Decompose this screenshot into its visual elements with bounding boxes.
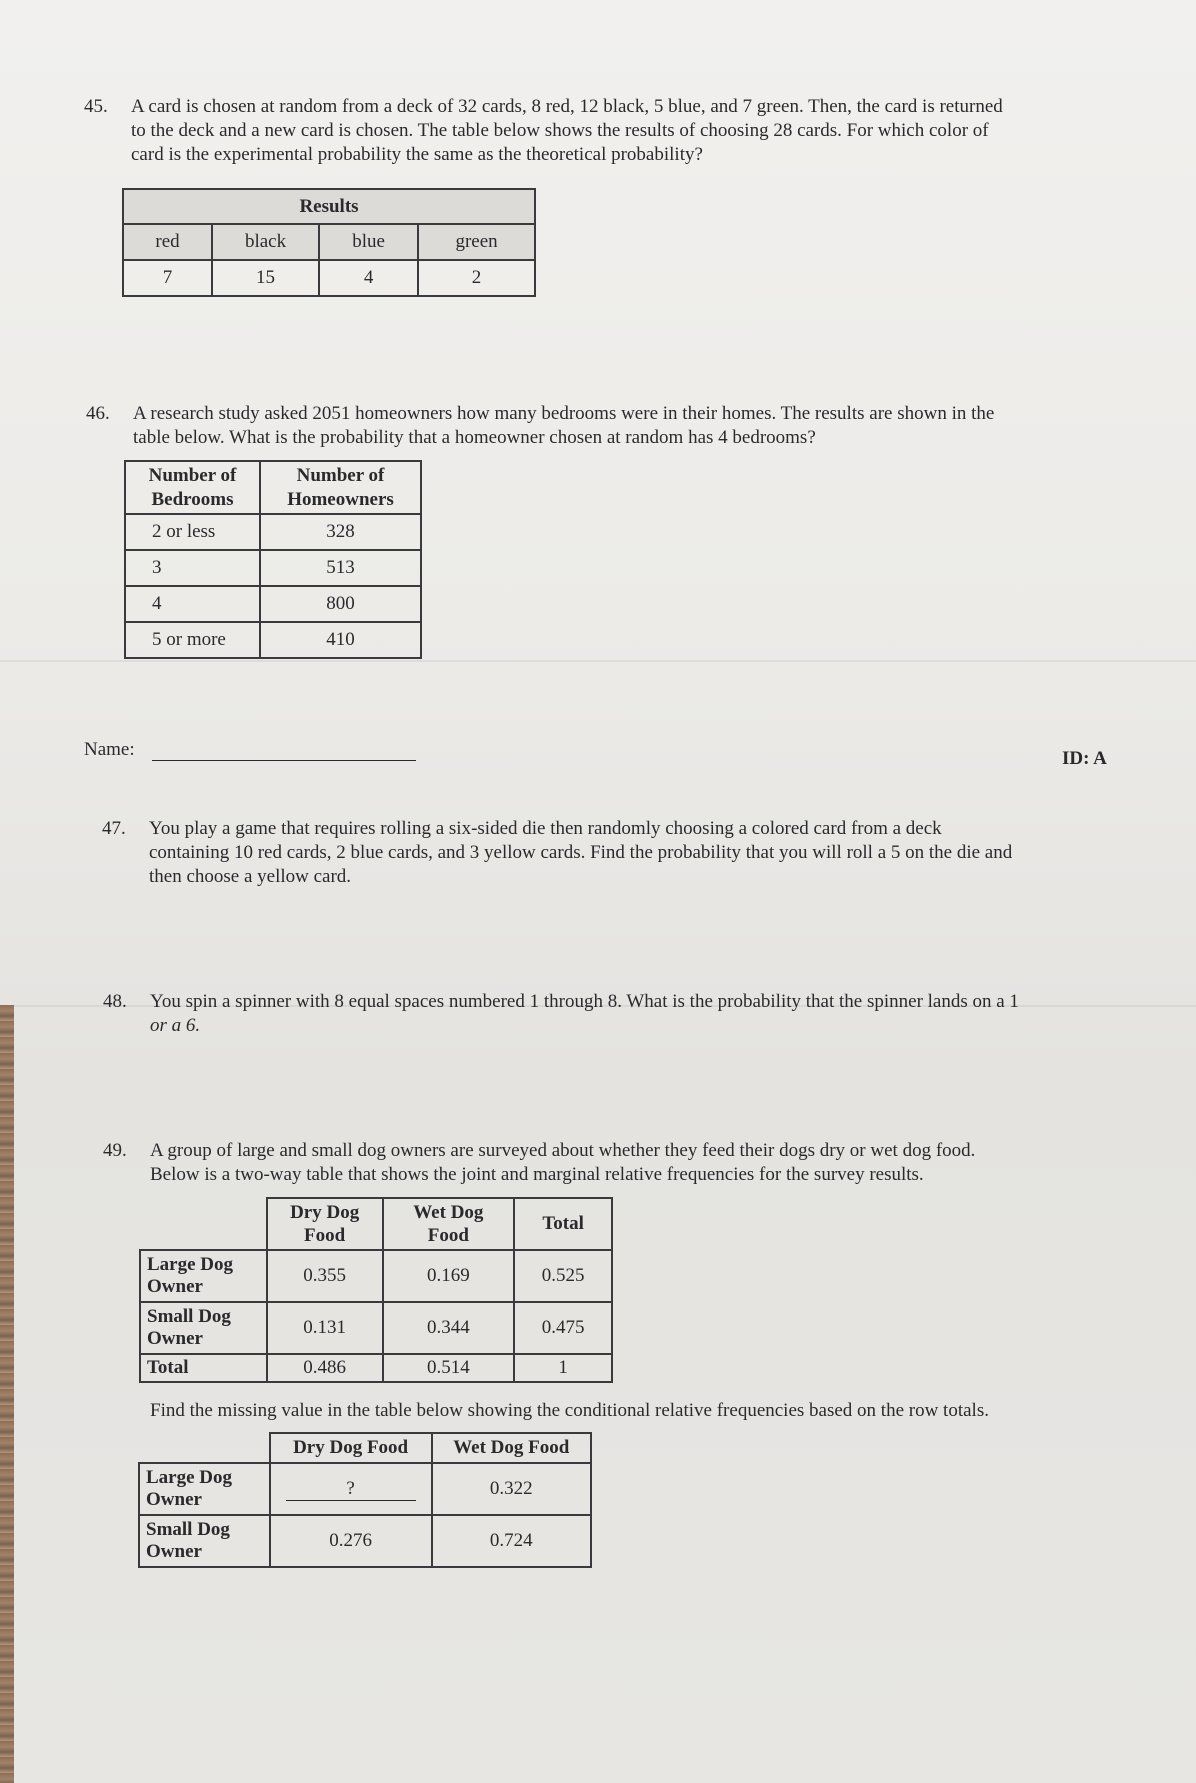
value-cell: 0.355	[267, 1250, 383, 1302]
id-label: ID: A	[1062, 748, 1107, 769]
value-cell: 0.475	[514, 1302, 612, 1354]
missing-value: ?	[286, 1478, 416, 1501]
table-edge	[0, 1005, 14, 1783]
value-black: 15	[212, 260, 319, 296]
question-text-line: You play a game that requires rolling a six-sided die then randomly choosing a colored card from a deck	[149, 818, 942, 839]
bedrooms-cell: 4	[125, 586, 260, 622]
header-dry: Dry Dog Food	[267, 1198, 383, 1250]
value-cell: 1	[514, 1354, 612, 1382]
results-table	[122, 188, 536, 297]
question-text-line: then choose a yellow card.	[149, 866, 352, 887]
empty-corner	[139, 1433, 270, 1463]
bedrooms-cell: 5 or more	[125, 622, 260, 658]
question-text-line: table below. What is the probability that a homeowner chosen at random has 4 bedrooms?	[133, 427, 816, 448]
row-label-large: Large Dog Owner	[139, 1463, 270, 1515]
header-dry: Dry Dog Food	[270, 1433, 432, 1463]
question-number: 47.	[102, 818, 126, 839]
value-cell: 0.276	[270, 1515, 432, 1567]
header-red: red	[123, 224, 212, 260]
value-cell: 0.169	[383, 1250, 515, 1302]
header-black: black	[212, 224, 319, 260]
row-label-small: Small Dog Owner	[140, 1302, 267, 1354]
header-green: green	[418, 224, 535, 260]
bedrooms-cell: 2 or less	[125, 514, 260, 550]
question-number: 49.	[103, 1140, 127, 1161]
value-blue: 4	[319, 260, 418, 296]
bedrooms-cell: 3	[125, 550, 260, 586]
question-number: 48.	[103, 991, 127, 1012]
header-total: Total	[514, 1198, 612, 1250]
question-text-line: A research study asked 2051 homeowners how many bedrooms were in their homes. The results are shown in the	[133, 403, 995, 424]
question-text-line: You spin a spinner with 8 equal spaces numbered 1 through 8. What is the probability that the spinner lands on a 1	[150, 991, 1019, 1012]
value-cell: 0.514	[383, 1354, 515, 1382]
homeowners-cell: 800	[260, 586, 421, 622]
question-number: 46.	[86, 403, 110, 424]
bedrooms-table	[124, 460, 422, 659]
header-homeowners: Number of Homeowners	[260, 461, 421, 514]
question-text-line: or a 6.	[150, 1015, 201, 1036]
conditional-frequency-table	[138, 1432, 592, 1568]
page-fold	[0, 660, 1196, 662]
row-label-large: Large Dog Owner	[140, 1250, 267, 1302]
question-instruction: Find the missing value in the table below showing the conditional relative frequencies based on the row totals.	[150, 1400, 989, 1421]
value-cell: 0.486	[267, 1354, 383, 1382]
question-number: 45.	[84, 96, 108, 117]
name-line	[152, 760, 416, 761]
value-cell: 0.322	[432, 1463, 591, 1515]
joint-frequency-table	[139, 1197, 613, 1383]
question-text-line: card is the experimental probability the same as the theoretical probability?	[131, 144, 703, 165]
header-wet: Wet Dog Food	[432, 1433, 591, 1463]
header-bedrooms: Number of Bedrooms	[125, 461, 260, 514]
homeowners-cell: 328	[260, 514, 421, 550]
homeowners-cell: 410	[260, 622, 421, 658]
name-label: Name:	[84, 739, 135, 760]
header-blue: blue	[319, 224, 418, 260]
header-wet: Wet Dog Food	[383, 1198, 515, 1250]
value-cell: 0.131	[267, 1302, 383, 1354]
question-text-line: A card is chosen at random from a deck of 32 cards, 8 red, 12 black, 5 blue, and 7 green. Then, the card is returned	[131, 96, 1003, 117]
table-title: Results	[123, 189, 535, 224]
question-text-line: A group of large and small dog owners are surveyed about whether they feed their dogs dry or wet dog food.	[150, 1140, 976, 1161]
question-text-line: to the deck and a new card is chosen. The table below shows the results of choosing 28 cards. For which color of	[131, 120, 989, 141]
value-red: 7	[123, 260, 212, 296]
row-label-total: Total	[140, 1354, 267, 1382]
value-cell: 0.724	[432, 1515, 591, 1567]
homeowners-cell: 513	[260, 550, 421, 586]
missing-value-cell	[270, 1463, 432, 1515]
empty-corner	[140, 1198, 267, 1250]
value-green: 2	[418, 260, 535, 296]
value-cell: 0.525	[514, 1250, 612, 1302]
value-cell: 0.344	[383, 1302, 515, 1354]
row-label-small: Small Dog Owner	[139, 1515, 270, 1567]
question-text-line: Below is a two-way table that shows the joint and marginal relative frequencies for the survey results.	[150, 1164, 924, 1185]
question-text-line: containing 10 red cards, 2 blue cards, and 3 yellow cards. Find the probability that you will roll a 5 on the die and	[149, 842, 1013, 863]
